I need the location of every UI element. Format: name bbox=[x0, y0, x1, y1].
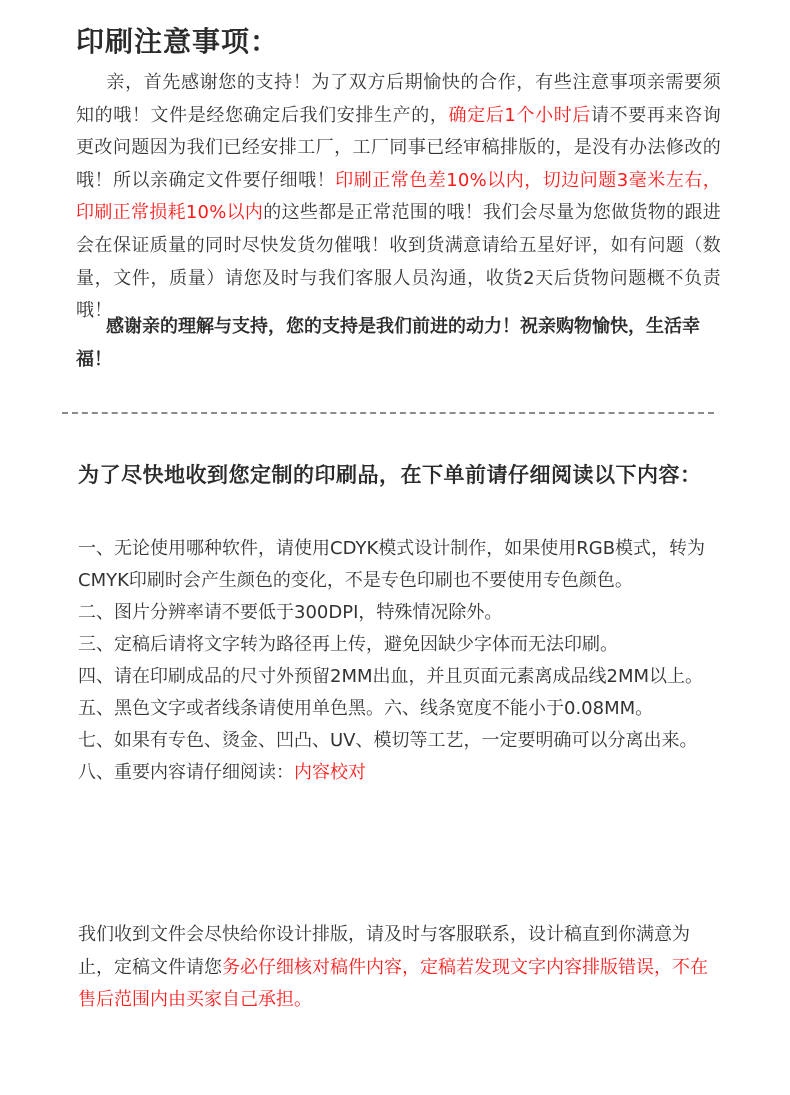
proofread-highlight: 内容校对 bbox=[294, 762, 366, 783]
notice-paragraph bbox=[76, 67, 721, 328]
list-item-text: 三、定稿后请将文字转为路径再上传，避免因缺少字体而无法印刷。 bbox=[78, 634, 618, 655]
list-item bbox=[78, 725, 723, 757]
notice-highlight-deadline: 确定后1个小时后 bbox=[448, 104, 592, 126]
list-item-text: 七、如果有专色、烫金、凹凸、UV、模切等工艺，一定要明确可以分离出来。 bbox=[78, 730, 698, 751]
instructions-heading: 为了尽快地收到您定制的印刷品，在下单前请仔细阅读以下内容： bbox=[78, 463, 702, 487]
list-item bbox=[78, 757, 723, 789]
notice-title: 印刷注意事项： bbox=[76, 25, 280, 58]
dashed-divider bbox=[62, 412, 714, 414]
thanks-message bbox=[76, 310, 721, 376]
list-item bbox=[78, 533, 723, 597]
notice-text-1: 亲，首先感谢您的支持！为了双方后期愉快的合作，有些注意事项亲需要须知的哦！文件是经您确定后我们安排生产的， bbox=[76, 72, 721, 126]
notice-text-3: 的这些都是正常范围的哦！我们会尽量为您做货物的跟进会在保证质量的同时尽快发货勿催哦！收到货满意请给五星好评，如有问题（数量，文件，质量）请您及时与我们客服人员沟通，收货2天后货物问题概不负责哦！ bbox=[76, 202, 721, 322]
instructions-list bbox=[78, 533, 723, 789]
list-item bbox=[78, 597, 723, 629]
list-item-text: 五、黑色文字或者线条请使用单色黑。六、线条宽度不能小于0.08MM。 bbox=[78, 698, 654, 719]
list-item-text: 四、请在印刷成品的尺寸外预留2MM出血，并且页面元素离成品线2MM以上。 bbox=[78, 666, 704, 687]
list-item-text: 八、重要内容请仔细阅读： bbox=[78, 762, 294, 783]
thanks-text: 感谢亲的理解与支持，您的支持是我们前进的动力！祝亲购物愉快，生活幸福！ bbox=[76, 316, 700, 370]
notice-text-2: 请不要再来咨询更改问题因为我们已经安排工厂，工厂同事已经审稿排版的，是没有办法修改的哦！所以亲确定文件要仔细哦！ bbox=[76, 104, 721, 191]
list-item bbox=[78, 661, 723, 693]
final-paragraph bbox=[78, 919, 723, 1017]
notice-highlight-tolerance: 印刷正常色差10%以内，切边问题3毫米左右，印刷正常损耗10%以内 bbox=[76, 169, 721, 224]
final-text: 我们收到文件会尽快给你设计排版，请及时与客服联系，设计稿直到你满意为止，定稿文件请您 bbox=[78, 924, 690, 978]
list-item-text: 二、图片分辨率请不要低于300DPI，特殊情况除外。 bbox=[78, 602, 503, 623]
list-item-text: 一、无论使用哪种软件，请使用CDYK模式设计制作，如果使用RGB模式，转为CMYK印刷时会产生颜色的变化，不是专色印刷也不要使用专色颜色。 bbox=[78, 538, 706, 591]
list-item bbox=[78, 693, 723, 725]
list-item bbox=[78, 629, 723, 661]
final-highlight: 务必仔细核对稿件内容，定稿若发现文字内容排版错误，不在售后范围内由买家自己承担。 bbox=[78, 956, 708, 1010]
